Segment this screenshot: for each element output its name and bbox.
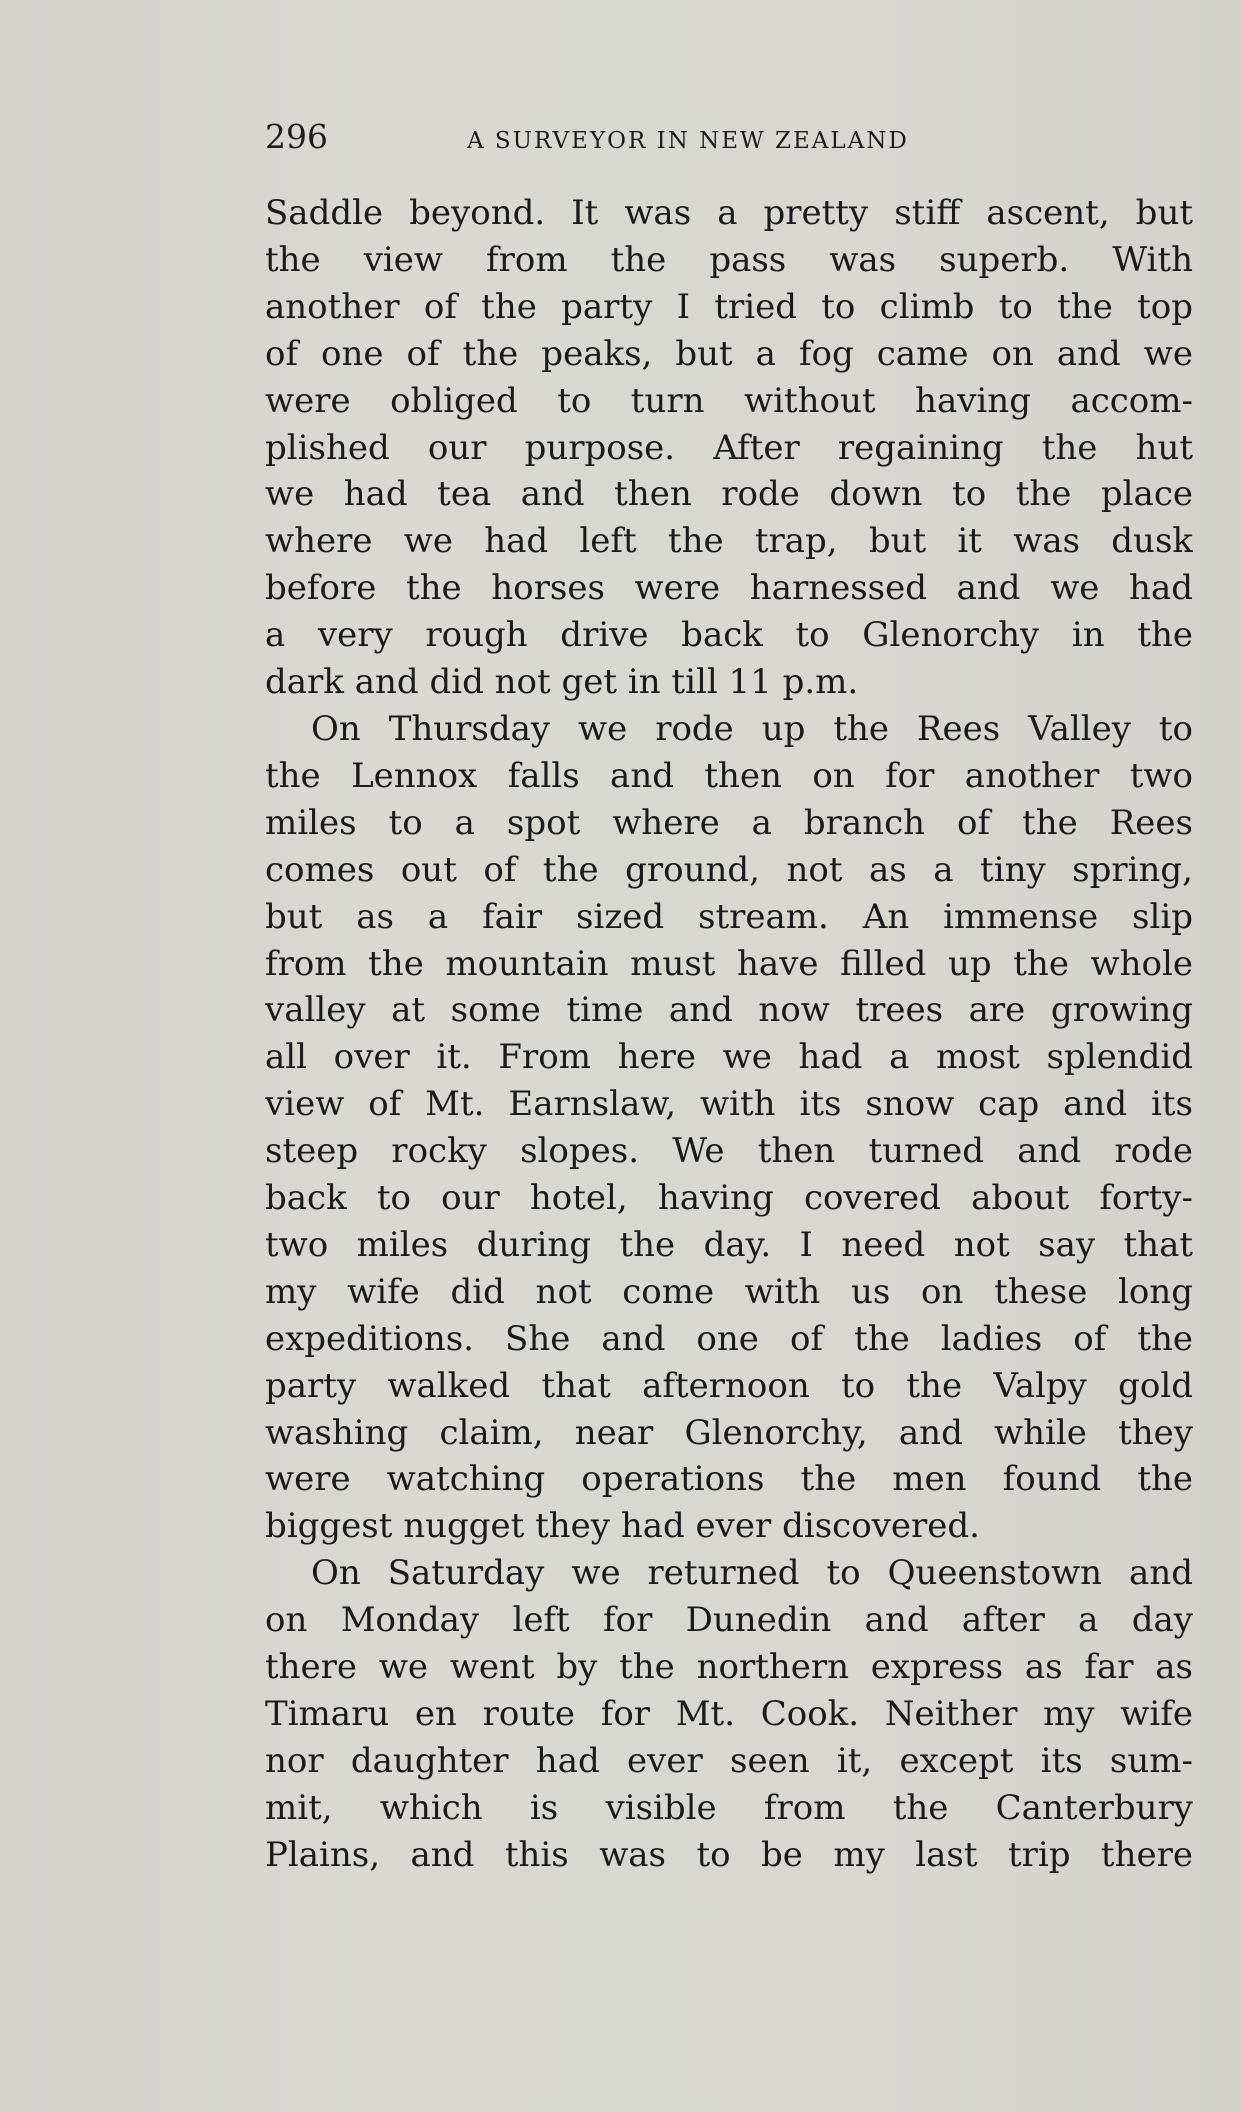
body-text bbox=[265, 190, 1193, 1879]
text-line: On Saturday we returned to Queenstown and bbox=[311, 1553, 1193, 1594]
text-line: before the horses were harnessed and we had bbox=[265, 568, 1193, 609]
text-line: my wife did not come with us on these long bbox=[265, 1271, 1193, 1312]
text-line: Saddle beyond. It was a pretty stiff ascent, but bbox=[265, 193, 1193, 233]
text-line: nor daughter had ever seen it, except its sum- bbox=[265, 1740, 1193, 1781]
text-line: On Thursday we rode up the Rees Valley to bbox=[311, 708, 1193, 749]
text-line: a very rough drive back to Glenorchy in the bbox=[265, 615, 1193, 656]
text-line: all over it. From here we had a most splendid bbox=[265, 1037, 1193, 1078]
page-header bbox=[265, 112, 1193, 162]
text-line: view of Mt. Earnslaw, with its snow cap and its bbox=[265, 1084, 1193, 1125]
text-line: the Lennox falls and then on for another two bbox=[265, 755, 1193, 796]
page-number: 296 bbox=[265, 117, 328, 156]
text-line: miles to a spot where a branch of the Rees bbox=[265, 802, 1193, 843]
text-line: biggest nugget they had ever discovered. bbox=[265, 1506, 980, 1547]
text-line: dark and did not get in till 11 p.m. bbox=[265, 662, 859, 703]
text-line: were obliged to turn without having accom- bbox=[265, 380, 1193, 421]
text-line: comes out of the ground, not as a tiny spring, bbox=[265, 849, 1193, 890]
text-line: there we went by the northern express as far as bbox=[265, 1647, 1193, 1688]
text-line: the view from the pass was superb. With bbox=[265, 239, 1193, 280]
paragraph-2 bbox=[265, 706, 1193, 1550]
text-line: from the mountain must have filled up the whole bbox=[265, 943, 1193, 984]
paragraph-3 bbox=[265, 1550, 1193, 1878]
text-line: another of the party I tried to climb to the top bbox=[265, 286, 1193, 327]
text-line: party walked that afternoon to the Valpy gold bbox=[265, 1365, 1193, 1406]
text-line: Plains, and this was to be my last trip there bbox=[265, 1834, 1193, 1875]
text-line: of one of the peaks, but a fog came on and we bbox=[265, 333, 1193, 374]
text-line: on Monday left for Dunedin and after a day bbox=[265, 1600, 1193, 1641]
running-head: A SURVEYOR IN NEW ZEALAND bbox=[467, 128, 909, 154]
text-line: washing claim, near Glenorchy, and while they bbox=[265, 1412, 1193, 1453]
text-line: valley at some time and now trees are growing bbox=[265, 990, 1193, 1031]
text-line: two miles during the day. I need not say that bbox=[265, 1224, 1193, 1265]
text-line: expeditions. She and one of the ladies of the bbox=[265, 1318, 1193, 1359]
text-line: Timaru en route for Mt. Cook. Neither my wife bbox=[265, 1694, 1193, 1734]
text-line: plished our purpose. After regaining the hut bbox=[265, 427, 1193, 468]
paragraph-1 bbox=[265, 190, 1193, 706]
text-line: where we had left the trap, but it was dusk bbox=[265, 521, 1193, 562]
text-line: back to our hotel, having covered about forty- bbox=[265, 1178, 1193, 1219]
text-line: steep rocky slopes. We then turned and rode bbox=[265, 1131, 1193, 1172]
text-line: mit, which is visible from the Canterbury bbox=[265, 1787, 1193, 1828]
text-line: were watching operations the men found the bbox=[265, 1459, 1193, 1500]
text-line: we had tea and then rode down to the place bbox=[265, 474, 1193, 515]
text-line: but as a fair sized stream. An immense slip bbox=[265, 896, 1193, 937]
